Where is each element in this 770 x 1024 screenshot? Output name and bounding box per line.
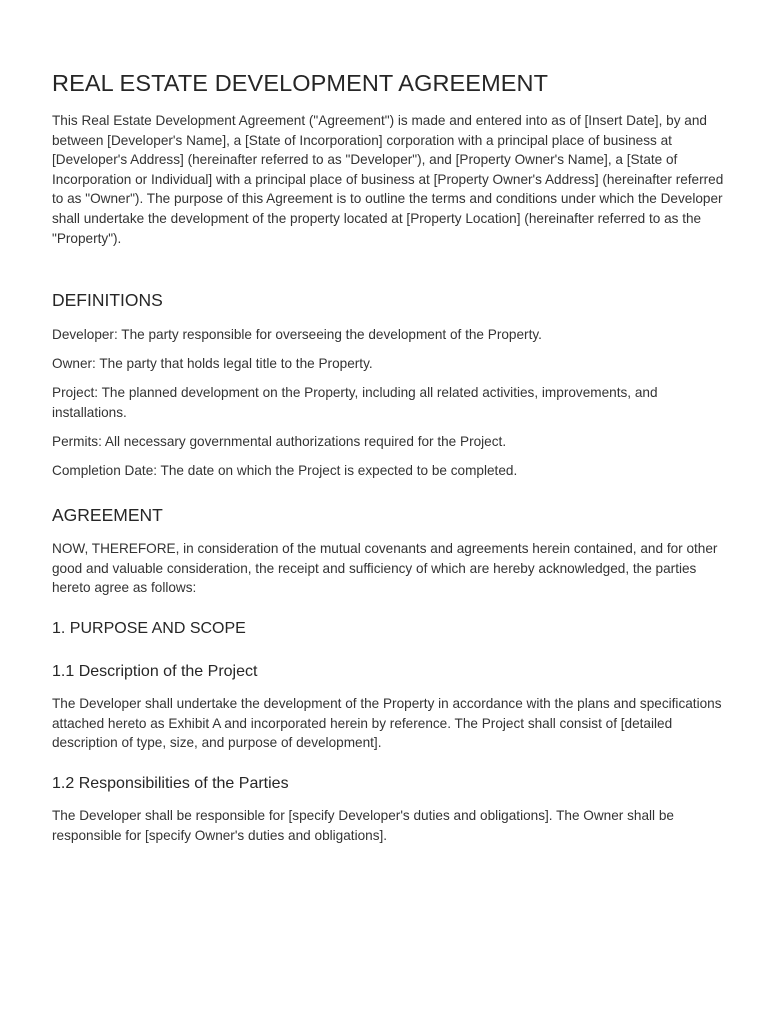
definition-completion-date: Completion Date: The date on which the Project is expected to be completed.: [52, 463, 518, 478]
section-1-1-heading: 1.1 Description of the Project: [52, 663, 258, 680]
agreement-paragraph: NOW, THEREFORE, in consideration of the mutual covenants and agreements herein contained, and for other good and valuable consideration, the receipt and sufficiency of which are hereby acknowledged, the parties hereto agree as follows:: [52, 541, 718, 596]
definition-owner: Owner: The party that holds legal title to the Property.: [52, 356, 373, 371]
intro-paragraph: This Real Estate Development Agreement ("Agreement") is made and entered into as of [Insert Date], by and between [Developer's Name], a [State of Incorporation] corporation with a principal place of business at [Developer's Address] (hereinafter referred to as "Developer"), and [Property Owner's Name], a [State of Incorporation or Individual] with a principal place of business at [Property Owner's Address] (hereinafter referred to as "Owner"). The purpose of this Agreement is to outline the terms and conditions under which the Developer shall undertake the development of the property located at [Property Location] (hereinafter referred to as the "Property").: [52, 113, 724, 246]
document-title: REAL ESTATE DEVELOPMENT AGREEMENT: [52, 70, 549, 96]
definitions-heading: DEFINITIONS: [52, 290, 163, 310]
section-1-2-heading: 1.2 Responsibilities of the Parties: [52, 775, 289, 792]
section-1-heading: 1. PURPOSE AND SCOPE: [52, 620, 246, 637]
definition-developer: Developer: The party responsible for overseeing the development of the Property.: [52, 327, 542, 342]
definition-permits: Permits: All necessary governmental authorizations required for the Project.: [52, 434, 507, 449]
section-1-1-paragraph: The Developer shall undertake the development of the Property in accordance with the plans and specifications attached hereto as Exhibit A and incorporated herein by reference. The Project shall consist of [detailed description of type, size, and purpose of development].: [52, 696, 722, 751]
definition-project: Project: The planned development on the Property, including all related activities, improvements, and installations.: [52, 385, 658, 420]
section-1-2-paragraph: The Developer shall be responsible for [specify Developer's duties and obligations]. The Owner shall be responsible for [specify Owner's duties and obligations].: [52, 808, 674, 843]
agreement-heading: AGREEMENT: [52, 505, 163, 525]
